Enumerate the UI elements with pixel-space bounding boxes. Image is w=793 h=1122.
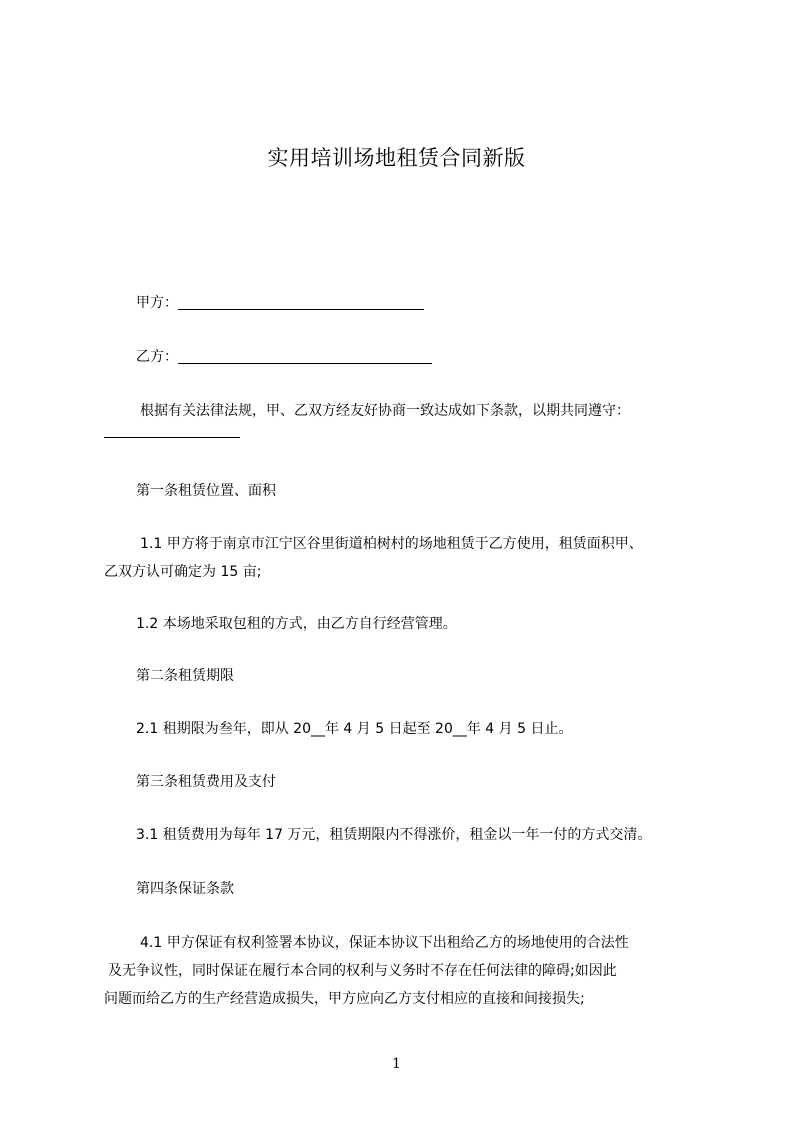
document-title: 实用培训场地租赁合同新版 [267,146,526,170]
clause-4-1-line2: 及无争议性，同时保证在履行本合同的权利与义务时不存在任何法律的障碍;如因此 [108,963,617,979]
clause-1-1-line2: 乙双方认可确定为 15 亩; [104,564,262,580]
party-a-line [136,292,424,312]
article2-heading: 第二条租赁期限 [136,668,234,684]
party-a-label: 甲方： [136,295,178,311]
clause-2-1: 2.1 租期限为叁年，即从 20__年 4 月 5 日起至 20__年 4 月 5 日止。 [136,721,573,737]
article4-heading: 第四条保证条款 [136,881,234,897]
preamble-text: 根据有关法律法规，甲、乙双方经友好协商一致达成如下条款，以期共同遵守： [140,403,630,419]
clause-1-1-line1: 1.1 甲方将于南京市江宁区谷里街道柏树村的场地租赁于乙方使用，租赁面积甲、 [140,536,643,552]
article1-heading: 第一条租赁位置、面积 [136,483,276,499]
clause-3-1: 3.1 租赁费用为每年 17 万元，租赁期限内不得涨价，租金以一年一付的方式交清。 [136,827,652,843]
clause-1-2: 1.2 本场地采取包租的方式，由乙方自行经营管理。 [136,616,457,632]
page-number: 1 [392,1056,401,1072]
party-b-line [136,346,432,366]
party-a-blank[interactable] [178,294,424,310]
clause-4-1-line1: 4.1 甲方保证有权利签署本协议，保证本协议下出租给乙方的场地使用的合法性 [140,935,629,951]
party-b-label: 乙方： [136,349,178,365]
clause-4-1-line3: 问题而给乙方的生产经营造成损失，甲方应向乙方支付相应的直接和间接损失; [104,991,585,1007]
preamble-blank[interactable] [104,437,240,438]
party-b-blank[interactable] [178,348,432,364]
article3-heading: 第三条租赁费用及支付 [136,774,276,790]
